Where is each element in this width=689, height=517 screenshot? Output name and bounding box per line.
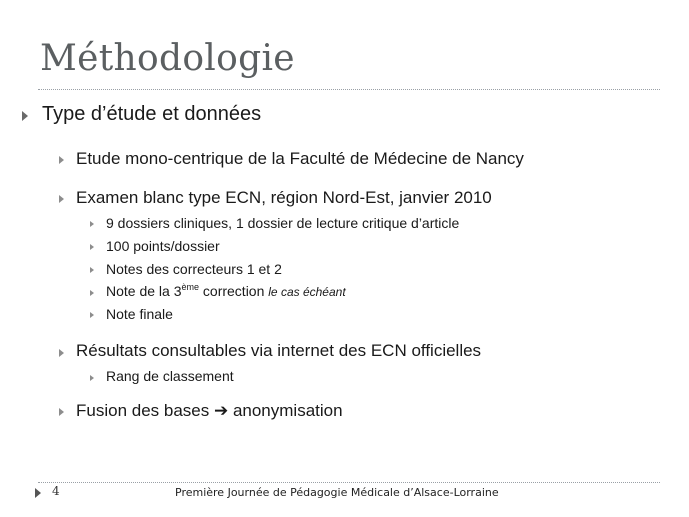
bullet-arrow-icon xyxy=(90,221,94,227)
bullet-arrow-icon xyxy=(90,244,94,250)
bullet-fusion-bases: Fusion des bases ➔ anonymisation xyxy=(76,401,343,420)
bullet-arrow-icon xyxy=(90,290,94,296)
bullet-arrow-icon xyxy=(59,156,64,164)
bullet-arrow-icon xyxy=(59,195,64,203)
bullet-arrow-icon xyxy=(90,312,94,318)
footer-arrow-icon xyxy=(35,488,41,498)
bullet-resultats-consultables: Résultats consultables via internet des ECN officielles xyxy=(76,341,482,360)
bullet-points-dossier: 100 points/dossier xyxy=(106,238,220,254)
bullet-type-etude: Type d’étude et données xyxy=(42,103,262,125)
bullet-rang-classement: Rang de classement xyxy=(106,368,234,384)
bullet-arrow-icon xyxy=(59,349,64,357)
right-arrow-icon: ➔ xyxy=(213,401,229,420)
bullet-examen-blanc: Examen blanc type ECN, région Nord-Est, janvier 2010 xyxy=(76,188,492,207)
bullet-etude-mono-centrique: Etude mono-centrique de la Faculté de Médecine de Nancy xyxy=(76,149,524,168)
slide-title: Méthodologie xyxy=(40,38,295,79)
footer-text: Première Journée de Pédagogie Médicale d’Alsace-Lorraine xyxy=(175,486,499,499)
footer-divider xyxy=(38,482,660,483)
bullet-dossiers-cliniques: 9 dossiers cliniques, 1 dossier de lecture critique d’article xyxy=(106,215,460,231)
bullet-note-3eme-correction: Note de la 3ème correction le cas échéant xyxy=(106,282,346,299)
page-number: 4 xyxy=(52,484,60,498)
bullet-arrow-icon xyxy=(90,375,94,381)
bullet-arrow-icon xyxy=(90,267,94,273)
bullet-note-finale: Note finale xyxy=(106,306,173,322)
bullet-arrow-icon xyxy=(22,111,28,121)
bullet-notes-correcteurs: Notes des correcteurs 1 et 2 xyxy=(106,261,282,277)
bullet-arrow-icon xyxy=(59,408,64,416)
title-divider xyxy=(38,89,660,90)
